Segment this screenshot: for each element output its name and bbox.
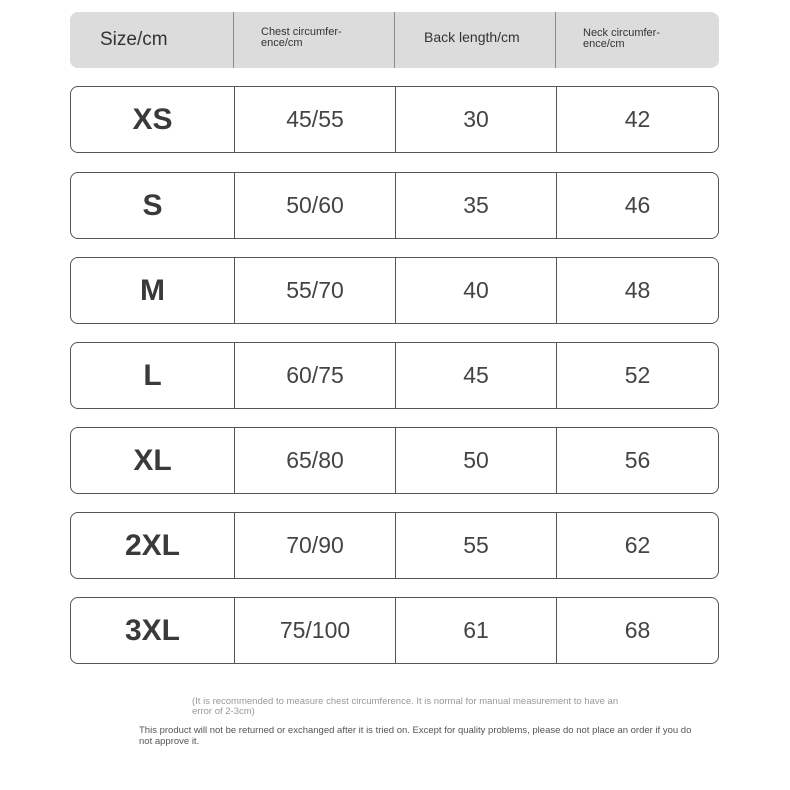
table-row — [70, 512, 719, 579]
table-row — [70, 86, 719, 153]
table-row — [70, 597, 719, 664]
chest-cell: 60/75 — [234, 343, 395, 408]
back-cell: 30 — [395, 87, 556, 152]
neck-cell: 68 — [556, 598, 718, 663]
size-cell: S — [142, 188, 163, 222]
size-cell: L — [143, 358, 162, 392]
header-neck — [555, 12, 719, 68]
measurement-note: (It is recommended to measure chest circumference. It is normal for manual measurement to have an error of 2-3cm) — [192, 696, 619, 717]
return-policy-note: This product will not be returned or exchanged after it is tried on. Except for quality problems, please do not place an order if you do not approve it. — [139, 725, 692, 747]
chest-cell: 50/60 — [234, 173, 395, 238]
header-size-label: Size/cm — [100, 29, 168, 50]
size-cell: M — [140, 273, 165, 307]
chest-cell: 70/90 — [234, 513, 395, 578]
size-cell: XS — [132, 102, 173, 136]
back-cell: 61 — [395, 598, 556, 663]
header-chest-label: Chest circumfer-ence/cm — [261, 26, 342, 49]
size-cell: 2XL — [124, 528, 181, 562]
chest-cell: 65/80 — [234, 428, 395, 493]
header-chest — [233, 12, 394, 68]
header-size — [70, 12, 233, 68]
neck-cell: 52 — [556, 343, 718, 408]
back-cell: 55 — [395, 513, 556, 578]
table-row — [70, 342, 719, 409]
table-row — [70, 257, 719, 324]
neck-cell: 48 — [556, 258, 718, 323]
table-row — [70, 427, 719, 494]
neck-cell: 62 — [556, 513, 718, 578]
header-neck-label: Neck circumfer-ence/cm — [583, 27, 661, 50]
back-cell: 50 — [395, 428, 556, 493]
chest-cell: 55/70 — [234, 258, 395, 323]
table-row — [70, 172, 719, 239]
neck-cell: 46 — [556, 173, 718, 238]
chest-cell: 45/55 — [234, 87, 395, 152]
header-back — [394, 12, 555, 68]
neck-cell: 42 — [556, 87, 718, 152]
size-cell: 3XL — [124, 613, 181, 647]
header-back-label: Back length/cm — [424, 29, 520, 45]
chest-cell: 75/100 — [234, 598, 395, 663]
back-cell: 40 — [395, 258, 556, 323]
neck-cell: 56 — [556, 428, 718, 493]
back-cell: 45 — [395, 343, 556, 408]
size-cell: XL — [133, 443, 172, 477]
size-table-header — [70, 12, 719, 68]
back-cell: 35 — [395, 173, 556, 238]
